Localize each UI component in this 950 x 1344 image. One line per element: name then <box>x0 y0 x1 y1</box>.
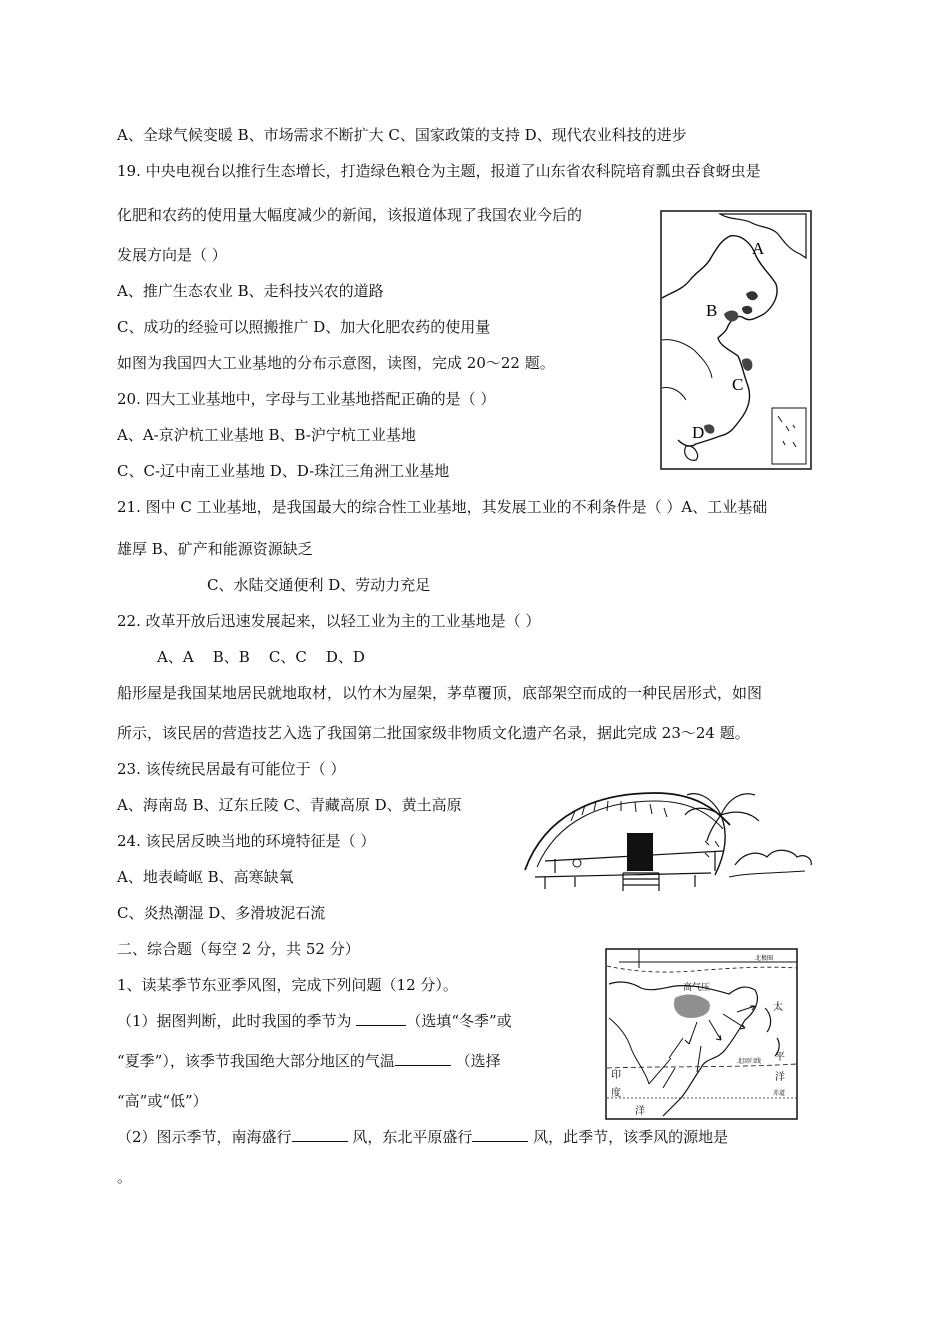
q21-stem: 21. 图中 C 工业基地，是我国最大的综合性工业基地，其发展工业的不利条件是（ ）A、工业基础 <box>117 498 768 516</box>
label-d: D <box>692 423 705 442</box>
label-equator: 赤道 <box>773 1090 786 1097</box>
s1-q1-text2: “夏季”），该季节我国绝大部分地区的气温 <box>117 1052 395 1070</box>
q23-options: A、海南岛 B、辽东丘陵 C、青藏高原 D、黄土高原 <box>117 796 462 814</box>
label-pacific-1: 太 <box>773 1002 783 1013</box>
q19-stem-cont: 化肥和农药的使用量大幅度减少的新闻，该报道体现了我国农业今后的 <box>117 206 583 224</box>
s1-q2-text: （2）图示季节，南海盛行 <box>117 1128 292 1146</box>
label-arctic: 北极圈 <box>755 955 774 962</box>
label-tropic: 北回归线 <box>737 1058 762 1065</box>
label-b: B <box>706 301 718 320</box>
label-pacific-3: 洋 <box>775 1072 785 1083</box>
q20-options-ab: A、A-京沪杭工业基地 B、B-沪宁杭工业基地 <box>117 426 416 444</box>
q19-stem-end: 发展方向是（ ） <box>117 246 227 264</box>
q20-stem: 20. 四大工业基地中，字母与工业基地搭配正确的是（ ） <box>117 390 496 408</box>
boat-house-illustration <box>515 785 815 895</box>
q23-stem: 23. 该传统民居最有可能位于（ ） <box>117 760 346 778</box>
q22-stem: 22. 改革开放后迅速发展起来，以轻工业为主的工业基地是（ ） <box>117 612 541 630</box>
answer-blank[interactable] <box>292 1127 348 1142</box>
industrial-base-map <box>660 210 812 470</box>
label-indian-2: 度 <box>611 1088 621 1099</box>
label-indian-1: 印 <box>611 1070 621 1081</box>
label-high-pressure: 高气压 <box>683 983 711 993</box>
q19-options-ab: A、推广生态农业 B、走科技兴农的道路 <box>117 282 384 300</box>
section-title: 二、综合题（每空 2 分，共 52 分） <box>117 940 360 958</box>
s1-q1-line2 <box>117 1051 501 1071</box>
q19-stem: 19. 中央电视台以推行生态增长，打造绿色粮仓为主题，报道了山东省农科院培育瓢虫吞食蚜虫是 <box>117 162 761 180</box>
s1-q1-text2-cont: （选择 <box>450 1052 501 1070</box>
label-pacific-2: 平 <box>775 1052 785 1063</box>
q24-options-ab: A、地表崎岖 B、高寒缺氧 <box>117 868 294 886</box>
monsoon-map <box>605 948 798 1120</box>
q24-stem: 24. 该民居反映当地的环境特征是（ ） <box>117 832 376 850</box>
answer-blank[interactable] <box>395 1051 451 1066</box>
answer-blank[interactable] <box>356 1011 406 1026</box>
house-intro: 船形屋是我国某地居民就地取材，以竹木为屋架，茅草覆顶，底部架空而成的一种民居形式，如图 <box>117 684 763 702</box>
s1-q2-text-c: 风，此季节，该季风的源地是 <box>528 1128 729 1146</box>
s1-q1-text-cont: （选填“冬季”或 <box>406 1012 512 1030</box>
q24-options-cd: C、炎热潮湿 D、多滑坡泥石流 <box>117 904 326 922</box>
s1-q2-end: 。 <box>117 1168 133 1186</box>
house-intro-cont: 所示，该民居的营造技艺入选了我国第二批国家级非物质文化遗产名录，据此完成 23～24 题。 <box>117 724 750 742</box>
q21-option-b: 雄厚 B、矿产和能源资源缺乏 <box>117 540 313 558</box>
s1-q1-text: （1）据图判断，此时我国的季节为 <box>117 1012 357 1030</box>
q18-options: A、全球气候变暖 B、市场需求不断扩大 C、国家政策的支持 D、现代农业科技的进步 <box>117 126 687 144</box>
q20-options-cd: C、C-辽中南工业基地 D、D-珠江三角洲工业基地 <box>117 462 450 480</box>
q22-options: A、A B、B C、C D、D <box>157 648 365 666</box>
label-indian-3: 洋 <box>635 1106 645 1117</box>
s1-q1-line1 <box>117 1011 512 1031</box>
answer-blank[interactable] <box>472 1127 528 1142</box>
label-a: A <box>752 239 765 258</box>
q21-options-cd: C、水陆交通便利 D、劳动力充足 <box>207 576 431 594</box>
map-intro: 如图为我国四大工业基地的分布示意图，读图，完成 20～22 题。 <box>117 354 555 372</box>
s1-q1-line3: “高”或“低”） <box>117 1092 208 1110</box>
s1-stem: 1、读某季节东亚季风图，完成下列问题（12 分）。 <box>117 976 458 994</box>
s1-q2-text-b: 风，东北平原盛行 <box>347 1128 473 1146</box>
s1-q2-line <box>117 1127 728 1147</box>
q19-options-cd: C、成功的经验可以照搬推广 D、加大化肥农药的使用量 <box>117 318 491 336</box>
label-c: C <box>732 375 744 394</box>
